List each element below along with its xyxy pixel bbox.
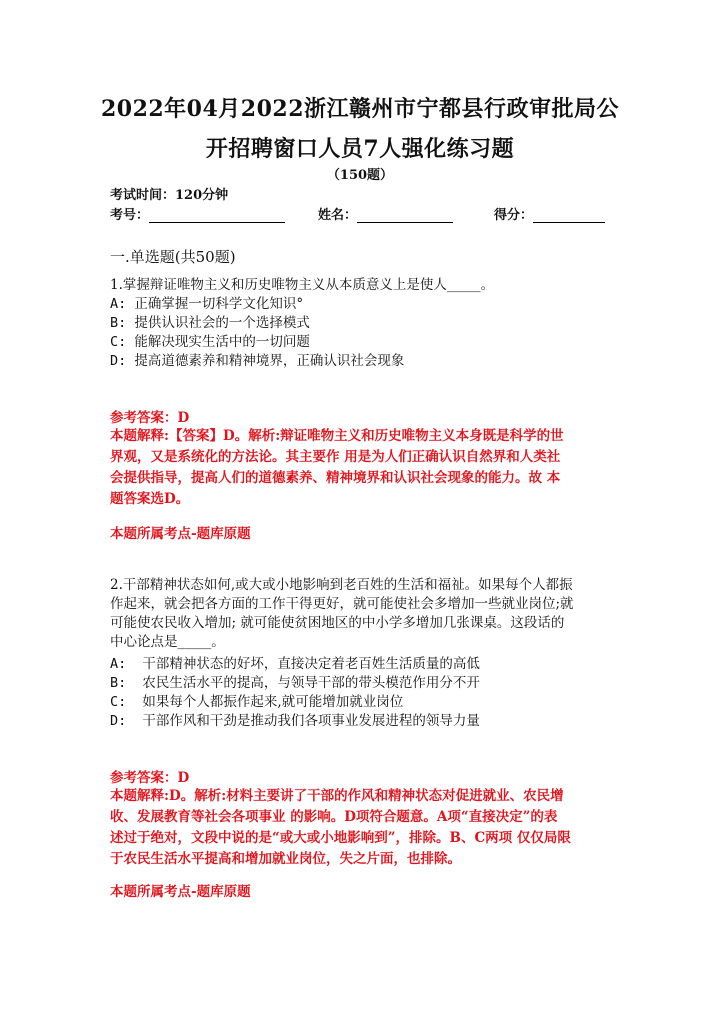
option-text: 正确掌握一切科学文化知识° bbox=[134, 296, 304, 312]
name-label: 姓名： bbox=[318, 208, 358, 223]
exam-time: 考试时间：120分钟 bbox=[110, 188, 229, 203]
option-key: C: bbox=[110, 694, 127, 710]
option-key: B: bbox=[110, 315, 127, 331]
option-text: 干部精神状态的好坏，直接决定着老百姓生活质量的高低 bbox=[142, 656, 480, 672]
question-2-option-a bbox=[110, 655, 620, 674]
question-2-option-c bbox=[110, 693, 620, 712]
explanation-line: 收、发展教育等社会各项事业 的影响。D项符合题意。A项“直接决定”的表 bbox=[110, 809, 558, 825]
stem-line: 中心论点是_____。 bbox=[110, 634, 225, 650]
explanation-line: 本题解释:【答案】D。解析:辩证唯物主义和历史唯物主义本身既是科学的世 bbox=[110, 428, 564, 444]
question-1-option-d bbox=[110, 352, 620, 371]
question-1-stem: 1.掌握辩证唯物主义和历史唯物主义从本质意义上是使人_____。 bbox=[110, 277, 495, 293]
question-2-explanation bbox=[110, 786, 620, 870]
score-blank bbox=[533, 208, 605, 223]
option-key: A: bbox=[110, 296, 127, 312]
option-key: D: bbox=[110, 353, 127, 369]
stem-line: 可能使农民收入增加; 就可能使贫困地区的中小学多增加几张课桌。这段话的 bbox=[110, 615, 565, 631]
option-key: C: bbox=[110, 334, 127, 350]
option-text: 如果每个人都振作起来,就可能增加就业岗位 bbox=[142, 694, 404, 710]
name-blank bbox=[357, 208, 453, 223]
name-field bbox=[318, 204, 453, 223]
question-2-knowledge-point: 本题所属考点-题库原题 bbox=[110, 884, 251, 900]
question-1-explanation bbox=[110, 426, 620, 510]
explanation-line: 述过于绝对，文段中说的是“或大或小地影响到”，排除。B、C两项 仅仅局限 bbox=[110, 830, 571, 846]
question-1-option-c bbox=[110, 333, 620, 352]
exam-id-blank bbox=[149, 208, 285, 223]
option-text: 提供认识社会的一个选择模式 bbox=[134, 315, 310, 331]
page-title-line-1: 2022年04月2022浙江赣州市宁都县行政审批局公 bbox=[100, 96, 620, 122]
option-text: 干部作风和干劲是推动我们各项事业发展进程的领导力量 bbox=[142, 713, 480, 729]
question-2-answer: 参考答案：D bbox=[110, 770, 190, 786]
option-key: A: bbox=[110, 656, 127, 672]
option-text: 农民生活水平的提高，与领导干部的带头模范作用分不开 bbox=[142, 675, 480, 691]
question-1-option-a bbox=[110, 295, 620, 314]
question-count: （150题） bbox=[326, 168, 394, 183]
score-label: 得分： bbox=[494, 208, 534, 223]
option-text: 提高道德素养和精神境界，正确认识社会现象 bbox=[134, 353, 405, 369]
exam-id-field bbox=[110, 204, 285, 223]
stem-line: 2.干部精神状态如何,或大或小地影响到老百姓的生活和福祉。如果每个人都振 bbox=[110, 577, 573, 593]
question-1-knowledge-point: 本题所属考点-题库原题 bbox=[110, 526, 251, 542]
explanation-line: 会提供指导，提高人们的道德素养、精神境界和认识社会现象的能力。故 本 bbox=[110, 470, 561, 486]
question-2-option-d bbox=[110, 712, 620, 731]
question-1-answer: 参考答案：D bbox=[110, 410, 190, 426]
option-key: D: bbox=[110, 713, 127, 729]
option-key: B: bbox=[110, 675, 127, 691]
question-2-option-b bbox=[110, 674, 620, 693]
explanation-line: 题答案选D。 bbox=[110, 491, 190, 507]
stem-line: 作起来，就会把各方面的工作干得更好，就可能使社会多增加一些就业岗位;就 bbox=[110, 596, 574, 612]
section-heading: 一.单选题(共50题) bbox=[110, 248, 236, 266]
score-field bbox=[494, 204, 605, 223]
question-2-stem bbox=[110, 576, 620, 652]
explanation-line: 于农民生活水平提高和增加就业岗位，失之片面，也排除。 bbox=[110, 851, 461, 867]
option-text: 能解决现实生活中的一切问题 bbox=[134, 334, 310, 350]
explanation-line: 界观，又是系统化的方法论。其主要作 用是为人们正确认识自然界和人类社 bbox=[110, 449, 561, 465]
explanation-line: 本题解释:D。解析:材料主要讲了干部的作风和精神状态对促进就业、农民增 bbox=[110, 788, 564, 804]
exam-id-label: 考号： bbox=[110, 208, 150, 223]
page-title-line-2: 开招聘窗口人员7人强化练习题 bbox=[205, 136, 515, 162]
question-1-option-b bbox=[110, 314, 620, 333]
